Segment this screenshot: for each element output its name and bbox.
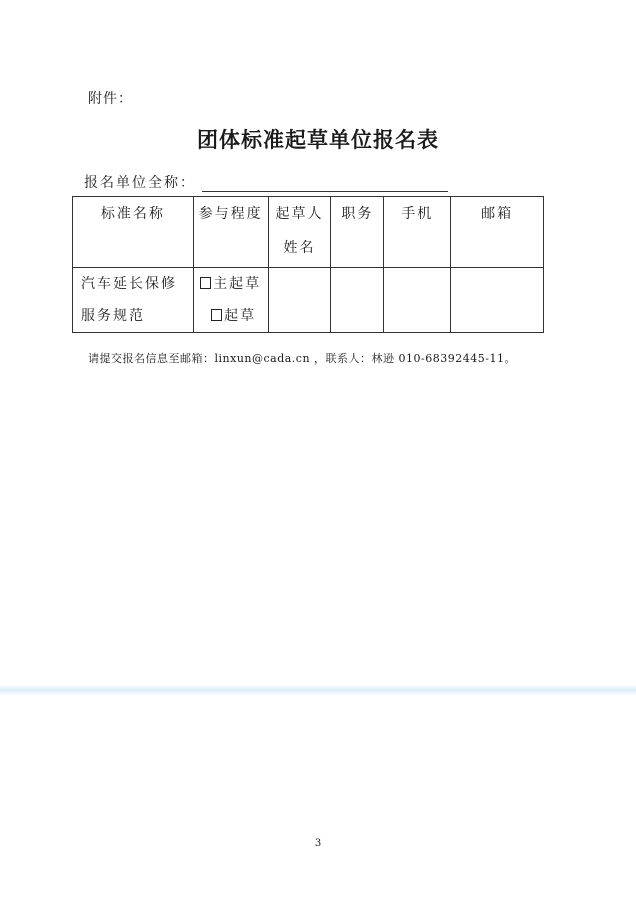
- drafter-name-input-cell[interactable]: [268, 268, 331, 333]
- table-row: [73, 268, 544, 333]
- standard-name-line1: 汽车延长保修: [81, 276, 177, 292]
- mobile-input-cell[interactable]: [384, 268, 451, 333]
- form-title: 团体标准起草单位报名表: [197, 127, 439, 152]
- header-standard-name: 标准名称: [73, 197, 194, 268]
- option-drafter[interactable]: [194, 300, 268, 332]
- header-mobile: 手机: [384, 197, 451, 268]
- org-name-label: 报名单位全称：: [84, 175, 196, 191]
- header-email: 邮箱: [451, 197, 544, 268]
- header-drafter-name: [268, 197, 331, 268]
- header-participation-level: 参与程度: [193, 197, 268, 268]
- table-header-row: [73, 197, 544, 268]
- header-drafter-name-line1: 起草人: [275, 206, 324, 222]
- standard-name-line2: 服务规范: [81, 308, 145, 324]
- drafter-label: 起草: [224, 308, 257, 324]
- page-number: 3: [314, 838, 322, 849]
- option-lead-drafter[interactable]: [194, 268, 268, 300]
- header-position: 职务: [331, 197, 384, 268]
- email-input-cell[interactable]: [451, 268, 544, 333]
- scan-artifact-band: [0, 684, 636, 696]
- registration-table: [72, 196, 544, 333]
- lead-drafter-label: 主起草: [213, 276, 262, 292]
- participation-options-cell: [193, 268, 268, 333]
- standard-name-cell: [73, 268, 194, 333]
- org-name-row: [84, 172, 448, 192]
- contact-note: 请提交报名信息至邮箱：linxun@cada.cn ，联系人：林逊 010-68392445-11。: [88, 352, 516, 365]
- header-drafter-name-line2: 姓名: [283, 240, 316, 256]
- lead-drafter-checkbox[interactable]: [200, 277, 211, 289]
- drafter-checkbox[interactable]: [211, 309, 222, 321]
- position-input-cell[interactable]: [331, 268, 384, 333]
- attachment-label: 附件：: [88, 91, 133, 107]
- org-name-blank-line[interactable]: [202, 175, 448, 192]
